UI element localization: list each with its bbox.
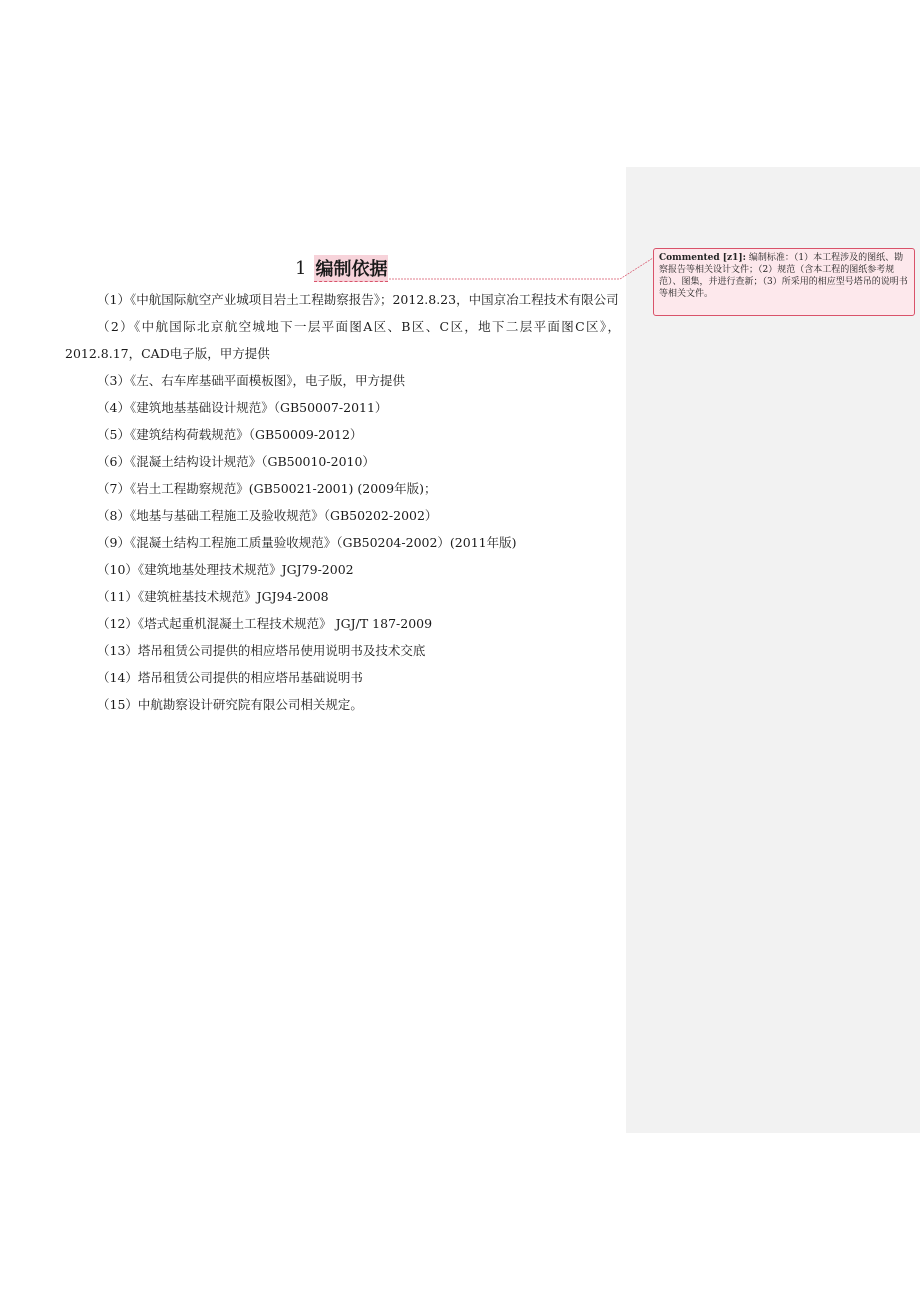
- reference-item-14: （14）塔吊租赁公司提供的相应塔吊基础说明书: [97, 670, 363, 685]
- heading-number: 1: [295, 257, 307, 279]
- reference-item-3: （3）《左、右车库基础平面模板图》，电子版，甲方提供: [97, 373, 405, 388]
- reference-item-11: （11）《建筑桩基技术规范》JGJ94-2008: [97, 589, 329, 604]
- comment-author: Commented [z1]:: [659, 253, 747, 263]
- reference-item-1: （1）《中航国际航空产业城项目岩土工程勘察报告》；2012.8.23，中国京冶工程技术有限公司: [97, 292, 619, 307]
- reference-item-9: （9）《混凝土结构工程施工质量验收规范》（GB50204-2002）(2011年版): [97, 535, 517, 550]
- reference-item-13: （13）塔吊租赁公司提供的相应塔吊使用说明书及技术交底: [97, 643, 426, 658]
- heading-title[interactable]: 编制依据: [314, 255, 388, 282]
- section-heading: [295, 255, 388, 281]
- reference-item-12: （12）《塔式起重机混凝土工程技术规范》 JGJ/T 187-2009: [97, 616, 433, 631]
- reference-list: [65, 286, 620, 718]
- reference-item-4: （4）《建筑地基基础设计规范》（GB50007-2011）: [97, 400, 388, 415]
- reference-item-7: （7）《岩土工程勘察规范》(GB50021-2001) (2009年版)；: [97, 481, 437, 496]
- reference-item-8: （8）《地基与基础工程施工及验收规范》（GB50202-2002）: [97, 508, 438, 523]
- reference-item-6: （6）《混凝土结构设计规范》（GB50010-2010）: [97, 454, 375, 469]
- reference-item-2: （2）《中航国际北京航空城地下一层平面图A区、B区、C区，地下二层平面图C区》，2012.8.17，CAD电子版，甲方提供: [65, 319, 620, 361]
- comment-balloon[interactable]: [653, 248, 915, 316]
- reference-item-15: （15）中航勘察设计研究院有限公司相关规定。: [97, 697, 363, 712]
- reference-item-10: （10）《建筑地基处理技术规范》JGJ79-2002: [97, 562, 354, 577]
- comment-text: 编制标准：（1）本工程涉及的图纸、勘察报告等相关设计文件；（2）规范（含本工程的图纸参考规范）、图集，并进行查新；（3）所采用的相应型号塔吊的说明书等相关文件。: [659, 253, 908, 299]
- reference-item-5: （5）《建筑结构荷载规范》（GB50009-2012）: [97, 427, 363, 442]
